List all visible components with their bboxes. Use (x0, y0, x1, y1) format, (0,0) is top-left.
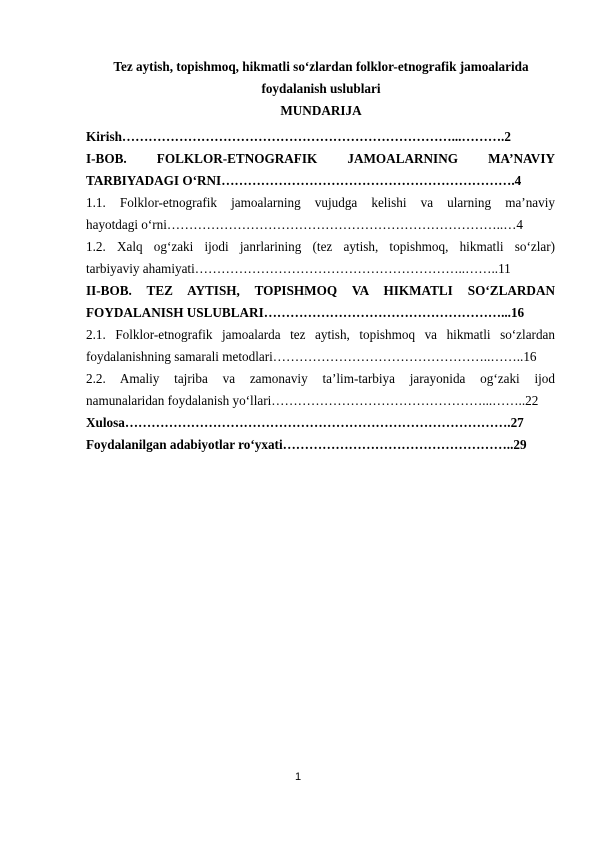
toc-entry-bibliography: Foydalanilgan adabiyotlar ro‘yxati……………………………………………..29 (86, 437, 527, 452)
document-title-line-2: foydalanish uslublari (261, 81, 381, 96)
toc-entry-2-2-line-1: 2.2. Amaliy tajriba va zamonaviy ta’lim-tarbiya jarayonida og‘zaki ijod (86, 371, 555, 386)
toc-entry-1-2-line-2: tarbiyaviy ahamiyati……………………………………………………..……..11 (86, 261, 511, 276)
toc-entry-kirish: Kirish…………………………………………………………………...……….2 (86, 129, 511, 144)
toc-entry-xulosa: Xulosa…………………………………………………………………………….27 (86, 415, 524, 430)
toc-entry-1-1-line-2: hayotdagi o‘rni…………………………………………………………………..…4 (86, 217, 523, 232)
page-number: 1 (294, 771, 302, 783)
toc-heading: MUNDARIJA (280, 103, 362, 118)
document-title-line-1: Tez aytish, topishmoq, hikmatli so‘zlardan folklor-etnografik jamoalarida (113, 59, 529, 74)
toc-entry-1-2-line-1: 1.2. Xalq og‘zaki ijodi janrlarining (tez aytish, topishmoq, hikmatli so‘zlar) (86, 239, 555, 254)
toc-entry-chapter-2-line-2: FOYDALANISH USLUBLARI………………………………………………...16 (86, 305, 525, 320)
toc-entry-1-1-line-1: 1.1. Folklor-etnografik jamoalarning vujudga kelishi va ularning ma’naviy (86, 195, 555, 210)
toc-entry-chapter-1-line-1: I-BOB. FOLKLOR-ETNOGRAFIK JAMOALARNING MA’NAVIY (86, 151, 555, 166)
toc-entry-2-1-line-2: foydalanishning samarali metodlari…………………………………………..……..16 (86, 349, 537, 364)
toc-entry-2-1-line-1: 2.1. Folklor-etnografik jamoalarda tez aytish, topishmoq va hikmatli so‘zlardan (86, 327, 555, 342)
toc-entry-chapter-2-line-1: II-BOB. TEZ AYTISH, TOPISHMOQ VA HIKMATLI SO‘ZLARDAN (86, 283, 555, 298)
toc-entry-2-2-line-2: namunalaridan foydalanish yo‘llari…………………………………………...……..22 (86, 393, 539, 408)
toc-entry-chapter-1-line-2: TARBIYADAGI O‘RNI………………………………………………………….4 (86, 173, 522, 188)
